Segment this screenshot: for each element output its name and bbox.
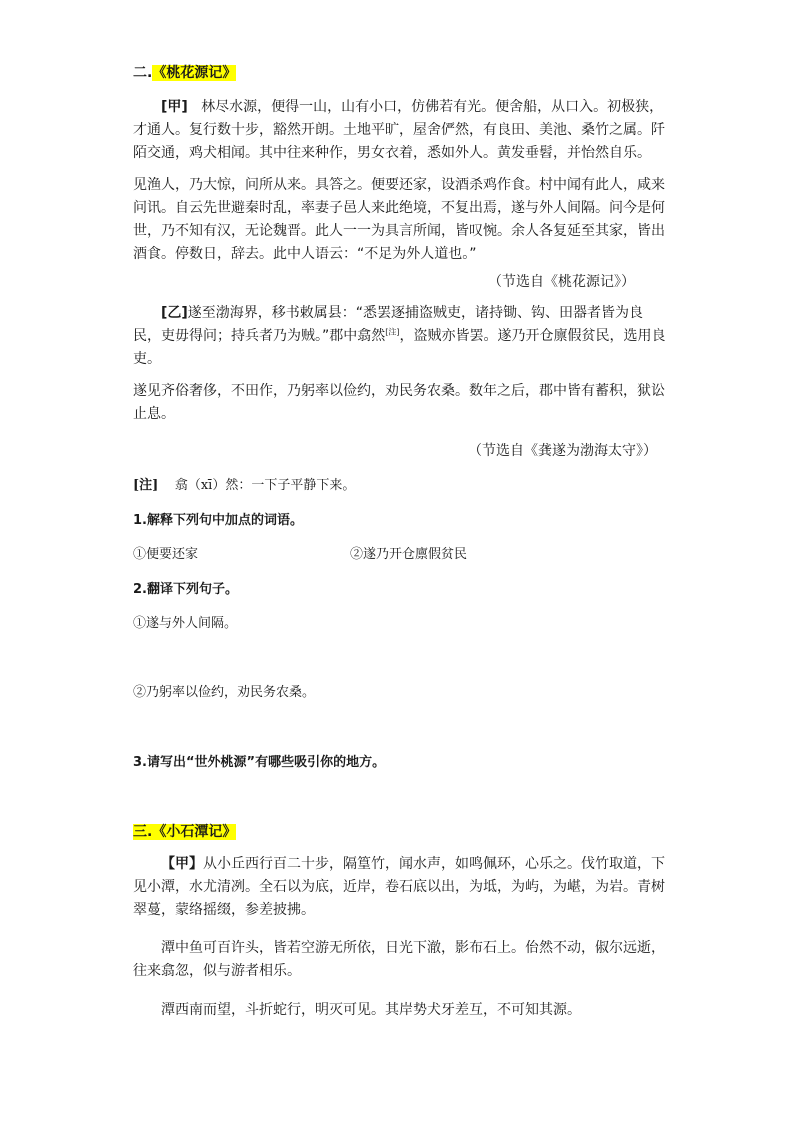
passage-yi-source: （节选自《龚遂为渤海太守》） bbox=[468, 443, 657, 459]
question-2: 2.翻译下列句子。 bbox=[133, 582, 238, 597]
question-2-item-b: ②乃躬率以俭约，劝民务农桑。 bbox=[133, 685, 316, 700]
passage-3-text-2: 潭中鱼可百许头，皆若空游无所依，日光下澈，影布石上。佁然不动，俶尔远逝，往来翕忽，似与游者相乐。 bbox=[133, 940, 665, 979]
section-3-heading bbox=[133, 822, 236, 842]
question-1-item-b: ②遂乃开仓廪假贫民 bbox=[350, 547, 468, 562]
passage-yi-text-2: 遂见齐俗奢侈，不田作，乃躬率以俭约，劝民务农桑。数年之后，郡中皆有蓄积，狱讼止息。 bbox=[133, 383, 665, 422]
passage-3-paragraph-3 bbox=[133, 999, 668, 1022]
passage-3-paragraph-1 bbox=[133, 853, 668, 922]
question-2-item-a: ①遂与外人间隔。 bbox=[133, 616, 238, 631]
passage-jia-source: （节选自《桃花源记》） bbox=[488, 274, 635, 290]
section-2-title: 《桃花源记》 bbox=[152, 65, 237, 81]
question-3: 3.请写出“世外桃源”有哪些吸引你的地方。 bbox=[133, 755, 386, 770]
passage-3-text-1: 从小丘西行百二十步，隔篁竹，闻水声，如鸣佩环，心乐之。伐竹取道，下见小潭，水尤清冽。全石以为底，近岸，卷石底以出，为坻，为屿，为嵁，为岩。青树翠蔓，蒙络摇缀，参差披拂。 bbox=[133, 856, 665, 918]
passage-jia-text-2: 见渔人，乃大惊，问所从来。具答之。便要还家，设酒杀鸡作食。村中闻有此人，咸来问讯。自云先世避秦时乱，率妻子邑人来此绝境，不复出焉，遂与外人间隔。问今是何世，乃不知有汉，无论魏晋。此人一一为具言所闻，皆叹惋。余人各复延至其家，皆出酒食。停数日，辞去。此中人语云：“不足为外人道也。” bbox=[133, 177, 665, 262]
passage-jia-paragraph-1 bbox=[133, 96, 668, 165]
passage-jia-paragraph-2 bbox=[133, 174, 668, 266]
passage-3-paragraph-2 bbox=[133, 937, 668, 983]
note-marker: [注] bbox=[385, 327, 400, 337]
section-2-number: 二. bbox=[133, 65, 153, 81]
annotation-label: [注] bbox=[133, 478, 159, 493]
annotation-text: 翕（xī）然：一下子平静下来。 bbox=[174, 478, 356, 493]
section-2-heading bbox=[133, 63, 236, 83]
passage-jia-label: [甲] bbox=[161, 99, 188, 115]
passage-yi-text-1a: 遂至渤海界，移书敕属县：“悉罢逐捕盗贼吏，诸持锄、钩、田器者皆为良民，吏毋得问；持兵者乃为贼。”郡中翕然 bbox=[133, 305, 644, 344]
passage-yi-paragraph-1 bbox=[133, 302, 668, 371]
section-3-title: 《小石潭记》 bbox=[152, 824, 237, 840]
question-1: 1.解释下列句中加点的词语。 bbox=[133, 513, 303, 528]
passage-yi-text-1b: ，盗贼亦皆罢。遂乃开仓廪假贫民，选用良吏。 bbox=[133, 328, 666, 367]
passage-yi-paragraph-2 bbox=[133, 380, 668, 426]
section-3-number: 三. bbox=[133, 824, 153, 840]
passage-yi-label: [乙] bbox=[161, 305, 188, 321]
passage-jia-text-1: 林尽水源，便得一山，山有小口，仿佛若有光。便舍船，从口入。初极狭，才通人。复行数十步，豁然开朗。土地平旷，屋舍俨然，有良田、美池、桑竹之属。阡陌交通，鸡犬相闻。其中往来种作，男女衣着，悉如外人。黄发垂髫，并怡然自乐。 bbox=[133, 99, 665, 161]
question-1-item-a: ①便要还家 bbox=[133, 547, 199, 562]
passage-3-text-3: 潭西南而望，斗折蛇行，明灭可见。其岸势犬牙差互，不可知其源。 bbox=[161, 1002, 581, 1018]
annotation bbox=[133, 476, 355, 496]
passage-3-label: 【甲】 bbox=[161, 856, 203, 872]
